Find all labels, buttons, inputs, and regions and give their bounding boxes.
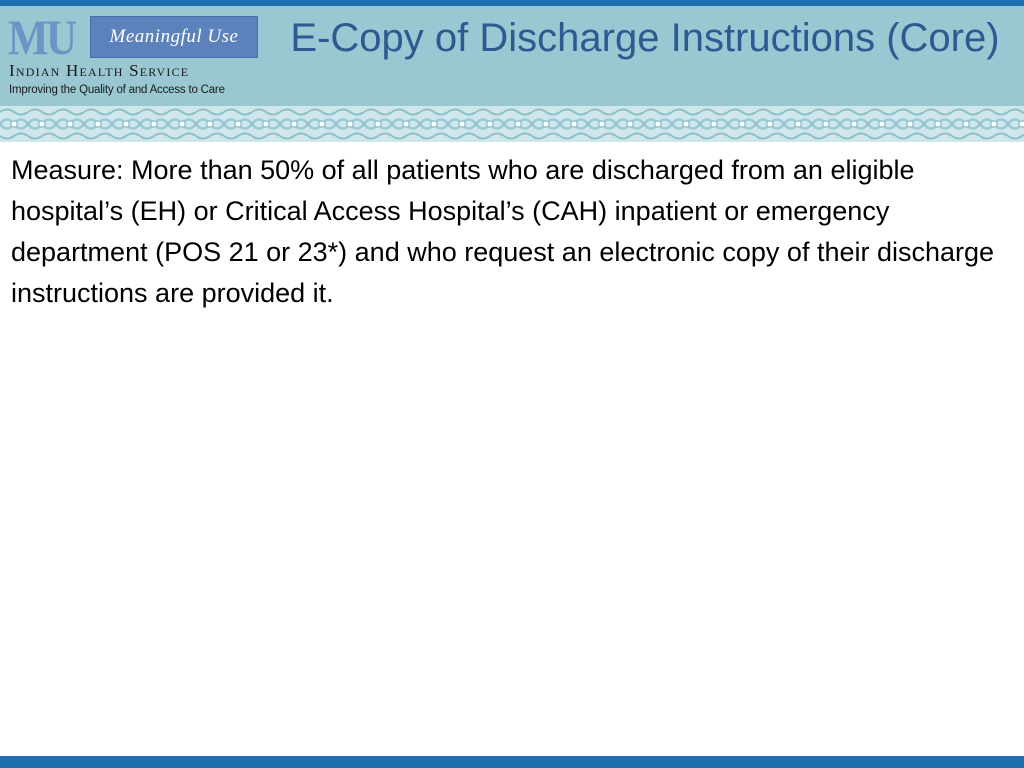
logo-mark: MU — [8, 9, 75, 65]
decorative-ornament-band — [0, 106, 1024, 142]
slide-header — [0, 6, 1024, 106]
mu-logo — [6, 11, 262, 103]
measure-text: Measure: More than 50% of all patients who are discharged from an eligible hospital’s (EH) or Critical Access Hospital’s (CAH) inpatient or emergency department (POS 21 or 23*) and who request an electronic copy of their discharge instructions are provided it. — [11, 155, 995, 308]
logo-badge: Meaningful Use — [90, 16, 258, 58]
logo-tagline: Improving the Quality of and Access to Care — [9, 84, 225, 96]
bottom-accent-rule — [0, 756, 1024, 768]
logo-organization: Indian Health Service — [9, 61, 190, 80]
slide-title: E-Copy of Discharge Instructions (Core) — [290, 16, 1000, 60]
